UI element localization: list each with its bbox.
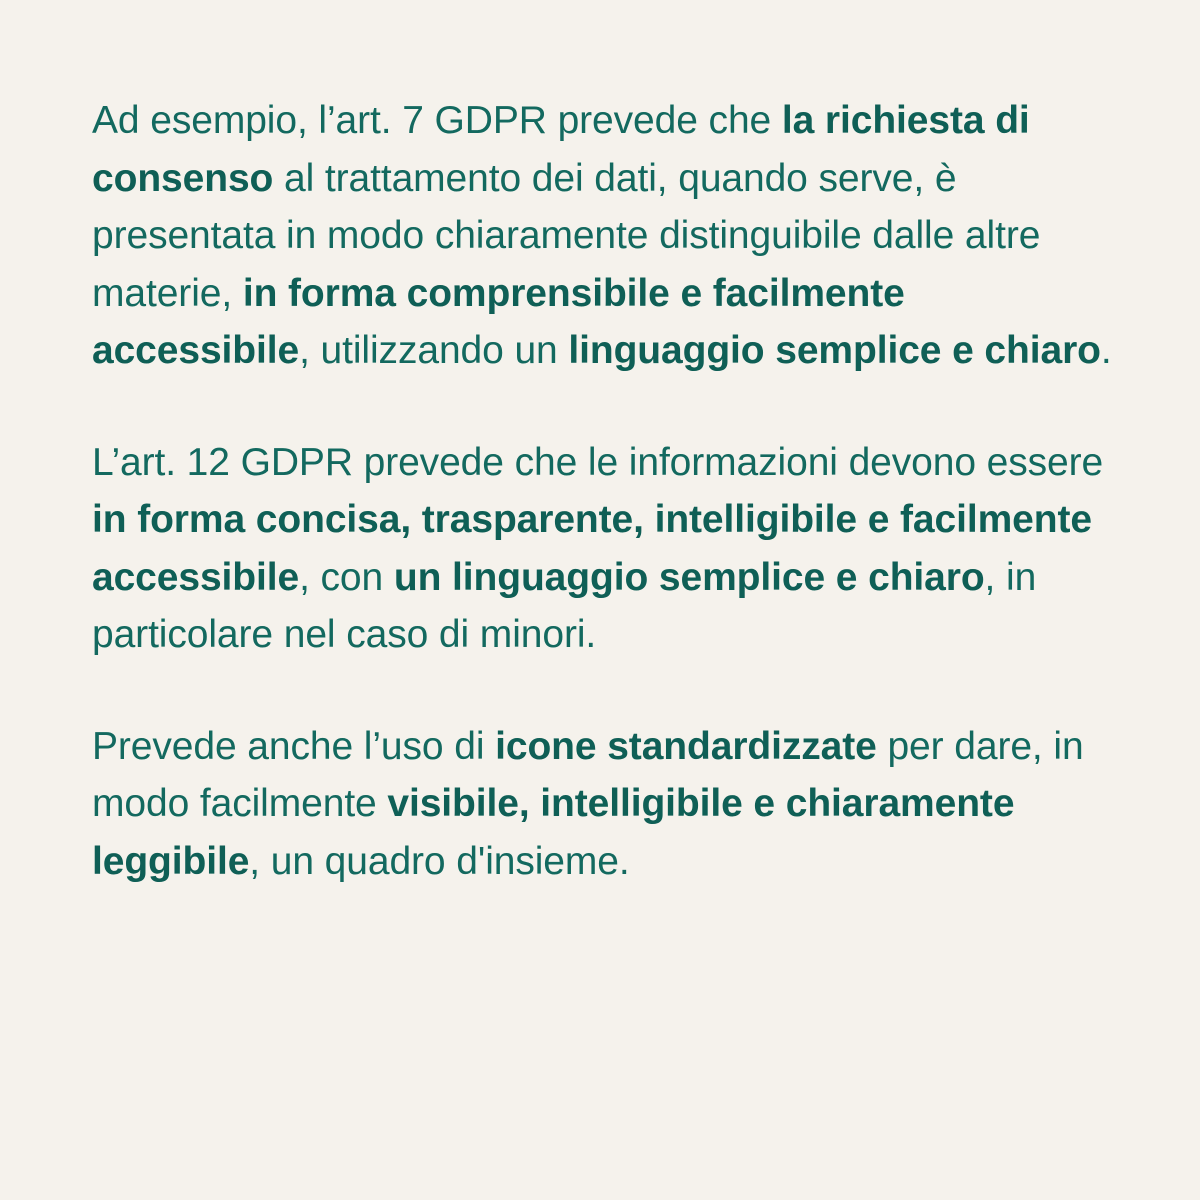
text-segment: Ad esempio, l’art. 7 GDPR prevede che [92, 99, 782, 142]
emphasis-text: in forma concisa, trasparente, intelligibile e facilmente accessibile [92, 498, 1092, 599]
text-segment: , in particolare nel caso di minori. [92, 555, 1037, 656]
emphasis-text: visibile, intelligibile e chiaramente leggibile [92, 782, 1015, 883]
emphasis-text: un linguaggio semplice e chiaro [393, 555, 985, 599]
text-segment: , un quadro d'insieme. [249, 839, 630, 883]
paragraph-art-12 [92, 434, 1122, 664]
article-text-block [92, 92, 1122, 890]
text-segment: Prevede anche l’uso di [92, 724, 496, 768]
emphasis-text: linguaggio semplice e chiaro [568, 329, 1101, 372]
text-segment: , utilizzando un [299, 329, 569, 372]
text-segment: per dare, in modo facilmente [92, 724, 1084, 825]
emphasis-text: la richiesta di consenso [92, 99, 1030, 200]
emphasis-text: icone standardizzate [495, 724, 877, 768]
text-segment: L’art. 12 GDPR prevede che le informazioni devono essere [92, 440, 1104, 484]
paragraph-art-7 [92, 92, 1122, 380]
text-segment: al trattamento dei dati, quando serve, è presentata in modo chiaramente distinguibile dalle altre materie, [92, 156, 1041, 315]
text-segment: , con [299, 555, 394, 599]
emphasis-text: in forma comprensibile e facilmente accessibile [92, 271, 905, 372]
paragraph-icons [92, 718, 1122, 891]
text-segment: . [1100, 329, 1112, 372]
